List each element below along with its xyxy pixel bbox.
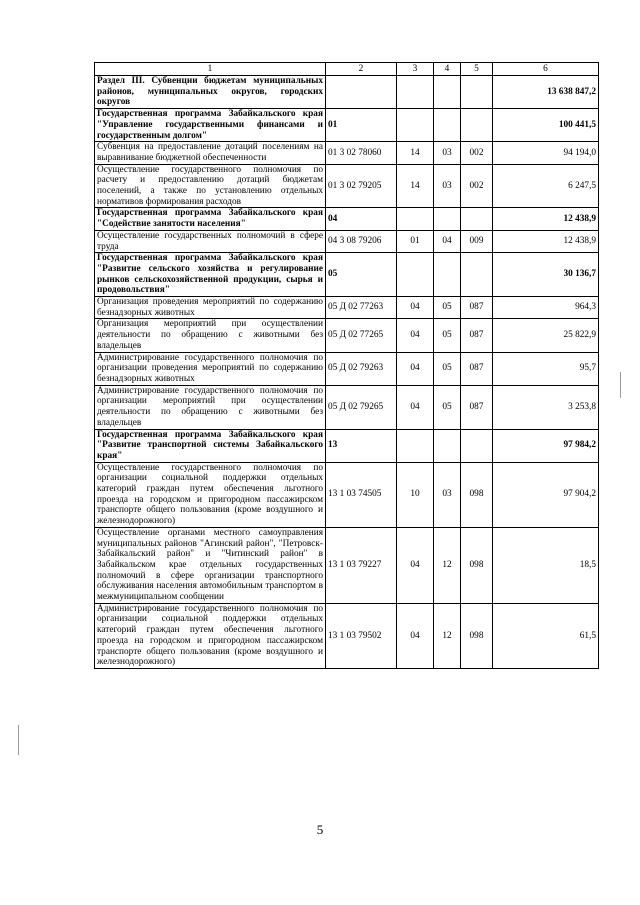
row-subsection: 05 — [434, 352, 461, 385]
row-type — [461, 208, 493, 230]
column-number-4: 4 — [434, 63, 461, 76]
row-code: 04 — [326, 208, 397, 230]
row-section: 04 — [397, 385, 434, 429]
row-amount: 12 438,9 — [493, 208, 599, 230]
row-code: 05 Д 02 77265 — [326, 319, 397, 352]
row-code: 13 — [326, 429, 397, 462]
row-subsection: 05 — [434, 319, 461, 352]
row-name: Организация мероприятий при осуществлении деятельности по обращению с животными без владельцев — [95, 319, 326, 352]
row-section: 10 — [397, 462, 434, 527]
row-section: 04 — [397, 319, 434, 352]
row-subsection — [434, 253, 461, 297]
row-amount: 30 136,7 — [493, 253, 599, 297]
row-subsection: 05 — [434, 297, 461, 319]
row-type — [461, 109, 493, 142]
row-code: 04 3 08 79206 — [326, 230, 397, 252]
budget-table — [94, 62, 599, 669]
table-row — [95, 109, 599, 142]
row-name: Администрирование государственного полномочия по организации проведения мероприятий по содержанию безнадзорных животных — [95, 352, 326, 385]
row-subsection — [434, 429, 461, 462]
row-section — [397, 76, 434, 109]
row-subsection: 03 — [434, 462, 461, 527]
row-type — [461, 253, 493, 297]
row-section: 04 — [397, 603, 434, 668]
row-name: Государственная программа Забайкальского края "Содействие занятости населения" — [95, 208, 326, 230]
row-type — [461, 76, 493, 109]
table-row — [95, 603, 599, 668]
column-number-2: 2 — [326, 63, 397, 76]
row-amount: 12 438,9 — [493, 230, 599, 252]
row-amount: 13 638 847,2 — [493, 76, 599, 109]
row-amount: 94 194,0 — [493, 142, 599, 164]
row-code: 05 — [326, 253, 397, 297]
column-number-3: 3 — [397, 63, 434, 76]
row-name: Осуществление органами местного самоуправления муниципальных районов "Агинский район", "Петровск-Забайкальский район" и "Читинский район" в Забайкальском крае отдельных государственных полномочий в сфере организации транспортного обслуживания населения автомобильным транспортом в межмуниципальном сообщении — [95, 527, 326, 603]
row-subsection — [434, 208, 461, 230]
table-row — [95, 208, 599, 230]
column-number-1: 1 — [95, 63, 326, 76]
row-type: 098 — [461, 462, 493, 527]
row-amount: 18,5 — [493, 527, 599, 603]
row-name: Осуществление государственных полномочий в сфере труда — [95, 230, 326, 252]
row-name: Раздел III. Субвенции бюджетам муниципальных районов, муниципальных округов, городских округов — [95, 76, 326, 109]
row-name: Государственная программа Забайкальского края "Развитие сельского хозяйства и регулирование рынков сельскохозяйственной продукции, сырья и продовольствия" — [95, 253, 326, 297]
row-code: 13 1 03 74505 — [326, 462, 397, 527]
budget-table-body — [95, 63, 599, 669]
table-row — [95, 297, 599, 319]
table-row — [95, 76, 599, 109]
table-row — [95, 429, 599, 462]
row-amount: 95,7 — [493, 352, 599, 385]
row-type: 087 — [461, 352, 493, 385]
row-section — [397, 253, 434, 297]
row-type: 087 — [461, 297, 493, 319]
row-type: 087 — [461, 319, 493, 352]
row-section: 14 — [397, 164, 434, 208]
row-subsection: 03 — [434, 142, 461, 164]
row-amount: 97 904,2 — [493, 462, 599, 527]
row-subsection: 04 — [434, 230, 461, 252]
table-row — [95, 352, 599, 385]
table-row — [95, 230, 599, 252]
row-name: Осуществление государственного полномочия по организации социальной поддержки отдельных категорий граждан путем обеспечения льготного проезда на городском и пригородном пассажирском транспорте общего пользования (кроме воздушного и железнодорожного) — [95, 462, 326, 527]
row-type: 002 — [461, 142, 493, 164]
row-type: 002 — [461, 164, 493, 208]
row-subsection: 05 — [434, 385, 461, 429]
table-row — [95, 319, 599, 352]
row-section: 04 — [397, 297, 434, 319]
row-section: 01 — [397, 230, 434, 252]
row-type: 009 — [461, 230, 493, 252]
row-amount: 61,5 — [493, 603, 599, 668]
row-name: Субвенция на предоставление дотаций поселениям на выравнивание бюджетной обеспеченности — [95, 142, 326, 164]
row-name: Администрирование государственного полномочия по организации мероприятий при осуществлении деятельности по обращению с животными без владельцев — [95, 385, 326, 429]
row-name: Государственная программа Забайкальского края "Развитие транспортной системы Забайкальского края" — [95, 429, 326, 462]
table-row — [95, 527, 599, 603]
row-type: 087 — [461, 385, 493, 429]
row-code: 01 3 02 79205 — [326, 164, 397, 208]
row-name: Государственная программа Забайкальского края "Управление государственными финансами и государственным долгом" — [95, 109, 326, 142]
row-amount: 3 253,8 — [493, 385, 599, 429]
row-code: 05 Д 02 79263 — [326, 352, 397, 385]
row-subsection — [434, 76, 461, 109]
row-name: Администрирование государственного полномочия по организации социальной поддержки отдельных категорий граждан путем обеспечения льготного проезда на городском и пригородном пассажирском транспорте общего пользования (кроме воздушного и железнодорожного) — [95, 603, 326, 668]
row-section — [397, 429, 434, 462]
row-section: 04 — [397, 527, 434, 603]
row-amount: 97 984,2 — [493, 429, 599, 462]
row-type — [461, 429, 493, 462]
row-section: 04 — [397, 352, 434, 385]
row-amount: 6 247,5 — [493, 164, 599, 208]
row-code — [326, 76, 397, 109]
row-amount: 964,3 — [493, 297, 599, 319]
table-row — [95, 253, 599, 297]
column-number-5: 5 — [461, 63, 493, 76]
row-amount: 25 822,9 — [493, 319, 599, 352]
table-row — [95, 164, 599, 208]
row-name: Осуществление государственного полномочия по расчету и предоставлению дотаций бюджетам поселений, а также по установлению отдельных нормативов формирования расходов — [95, 164, 326, 208]
row-code: 01 3 02 78060 — [326, 142, 397, 164]
scan-mark-left — [18, 725, 19, 755]
row-subsection: 03 — [434, 164, 461, 208]
row-section — [397, 109, 434, 142]
row-code: 01 — [326, 109, 397, 142]
row-code: 13 1 03 79227 — [326, 527, 397, 603]
row-subsection — [434, 109, 461, 142]
row-name: Организация проведения мероприятий по содержанию безнадзорных животных — [95, 297, 326, 319]
column-number-6: 6 — [493, 63, 599, 76]
row-subsection: 12 — [434, 527, 461, 603]
scan-mark-right — [620, 372, 621, 398]
row-type: 098 — [461, 603, 493, 668]
row-amount: 100 441,5 — [493, 109, 599, 142]
table-row — [95, 142, 599, 164]
row-code: 13 1 03 79502 — [326, 603, 397, 668]
table-row — [95, 385, 599, 429]
row-subsection: 12 — [434, 603, 461, 668]
row-code: 05 Д 02 77263 — [326, 297, 397, 319]
row-section — [397, 208, 434, 230]
row-section: 14 — [397, 142, 434, 164]
table-header-row — [95, 63, 599, 76]
table-row — [95, 462, 599, 527]
page-number: 5 — [316, 822, 324, 837]
row-code: 05 Д 02 79265 — [326, 385, 397, 429]
row-type: 098 — [461, 527, 493, 603]
